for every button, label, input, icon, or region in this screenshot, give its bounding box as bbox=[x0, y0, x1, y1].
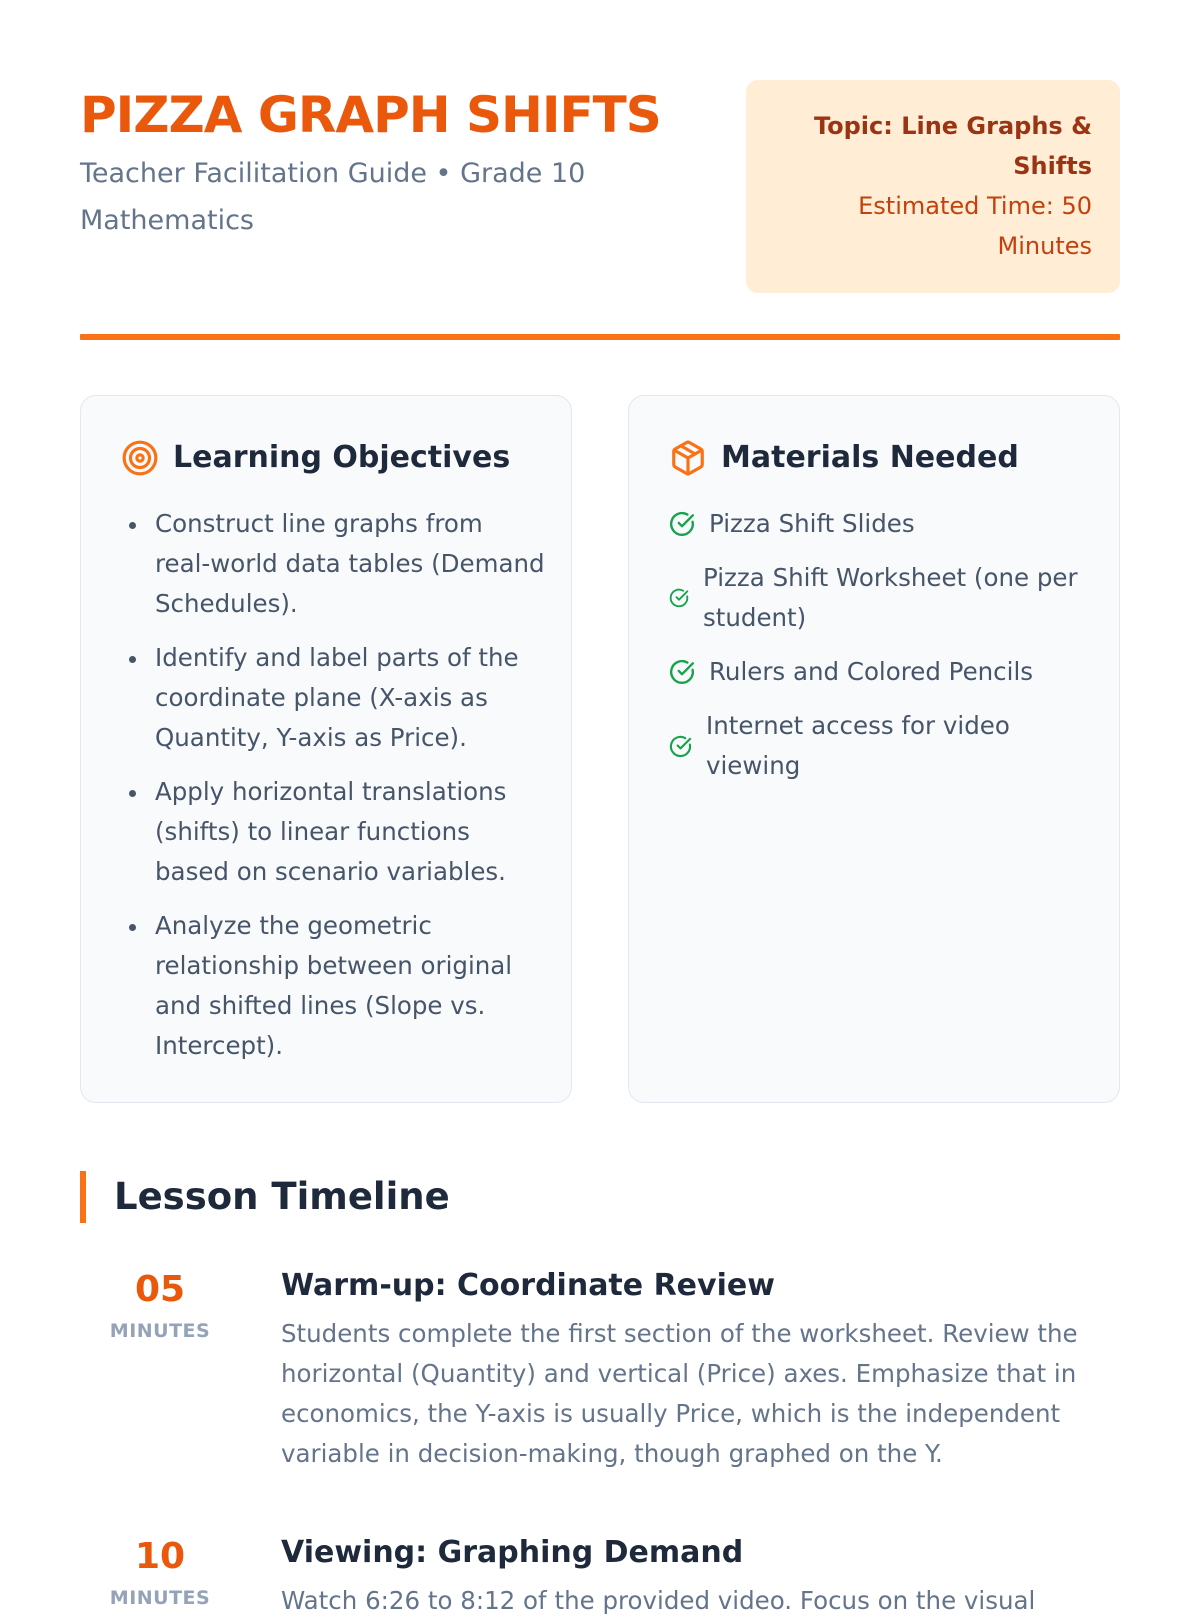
duration-value: 05 bbox=[134, 1269, 186, 1310]
timeline-title: Lesson Timeline bbox=[114, 1175, 450, 1218]
material-item bbox=[669, 652, 1089, 692]
timeline-item-title: Warm-up: Coordinate Review bbox=[281, 1268, 775, 1303]
objective-item: Identify and label parts of the coordinate plane (X-axis as Quantity, Y-axis as Price). bbox=[125, 638, 545, 758]
page-subtitle: Teacher Facilitation Guide • Grade 10 Mathematics bbox=[80, 158, 586, 236]
objectives-list bbox=[125, 504, 545, 1080]
materials-heading bbox=[669, 436, 1019, 480]
material-item bbox=[669, 558, 1089, 638]
timeline-item-description: Watch 6:26 to 8:12 of the provided video. Focus on the visual bbox=[281, 1586, 1036, 1615]
objective-item: Apply horizontal translations (shifts) to linear functions based on scenario variables. bbox=[125, 772, 545, 892]
timeline-content bbox=[281, 1531, 1101, 1621]
material-item bbox=[669, 706, 1089, 786]
objectives-card bbox=[80, 395, 572, 1103]
objectives-title: Learning Objectives bbox=[173, 440, 511, 475]
header-divider bbox=[80, 334, 1120, 340]
check-circle-icon bbox=[669, 735, 692, 758]
objective-item: Analyze the geometric relationship between original and shifted lines (Slope vs. Intercept). bbox=[125, 906, 545, 1066]
duration-unit: MINUTES bbox=[109, 1587, 211, 1609]
topic-box bbox=[746, 80, 1120, 293]
check-circle-icon bbox=[669, 511, 695, 537]
objective-item: Construct line graphs from real-world data tables (Demand Schedules). bbox=[125, 504, 545, 624]
material-label: Internet access for video viewing bbox=[706, 711, 1010, 780]
duration-unit: MINUTES bbox=[109, 1320, 211, 1342]
timeline-heading bbox=[80, 1171, 450, 1223]
materials-list bbox=[669, 504, 1089, 800]
page-header bbox=[80, 80, 1120, 290]
material-item bbox=[669, 504, 1089, 544]
material-label: Pizza Shift Worksheet (one per student) bbox=[703, 563, 1078, 632]
timeline-duration bbox=[80, 1531, 240, 1609]
topic-label: Topic: Line Graphs & Shifts bbox=[813, 112, 1092, 180]
timeline-item-description: Students complete the first section of the worksheet. Review the horizontal (Quantity) and vertical (Price) axes. Emphasize that in economics, the Y-axis is usually Price, which is the independent variable in decision-making, though graphed on the Y. bbox=[281, 1319, 1078, 1468]
estimated-time: Estimated Time: 50 Minutes bbox=[858, 192, 1092, 260]
materials-card bbox=[628, 395, 1120, 1103]
target-icon bbox=[121, 439, 159, 477]
box-icon bbox=[669, 439, 707, 477]
objectives-heading bbox=[121, 436, 510, 480]
check-circle-icon bbox=[669, 659, 695, 685]
check-circle-icon bbox=[669, 588, 689, 608]
materials-title: Materials Needed bbox=[721, 440, 1019, 475]
timeline-item-title: Viewing: Graphing Demand bbox=[281, 1535, 744, 1570]
material-label: Rulers and Colored Pencils bbox=[709, 657, 1034, 686]
timeline-content bbox=[281, 1264, 1101, 1474]
duration-value: 10 bbox=[134, 1536, 186, 1577]
timeline-duration bbox=[80, 1264, 240, 1342]
material-label: Pizza Shift Slides bbox=[709, 509, 915, 538]
page-title: PIZZA GRAPH SHIFTS bbox=[80, 86, 661, 144]
